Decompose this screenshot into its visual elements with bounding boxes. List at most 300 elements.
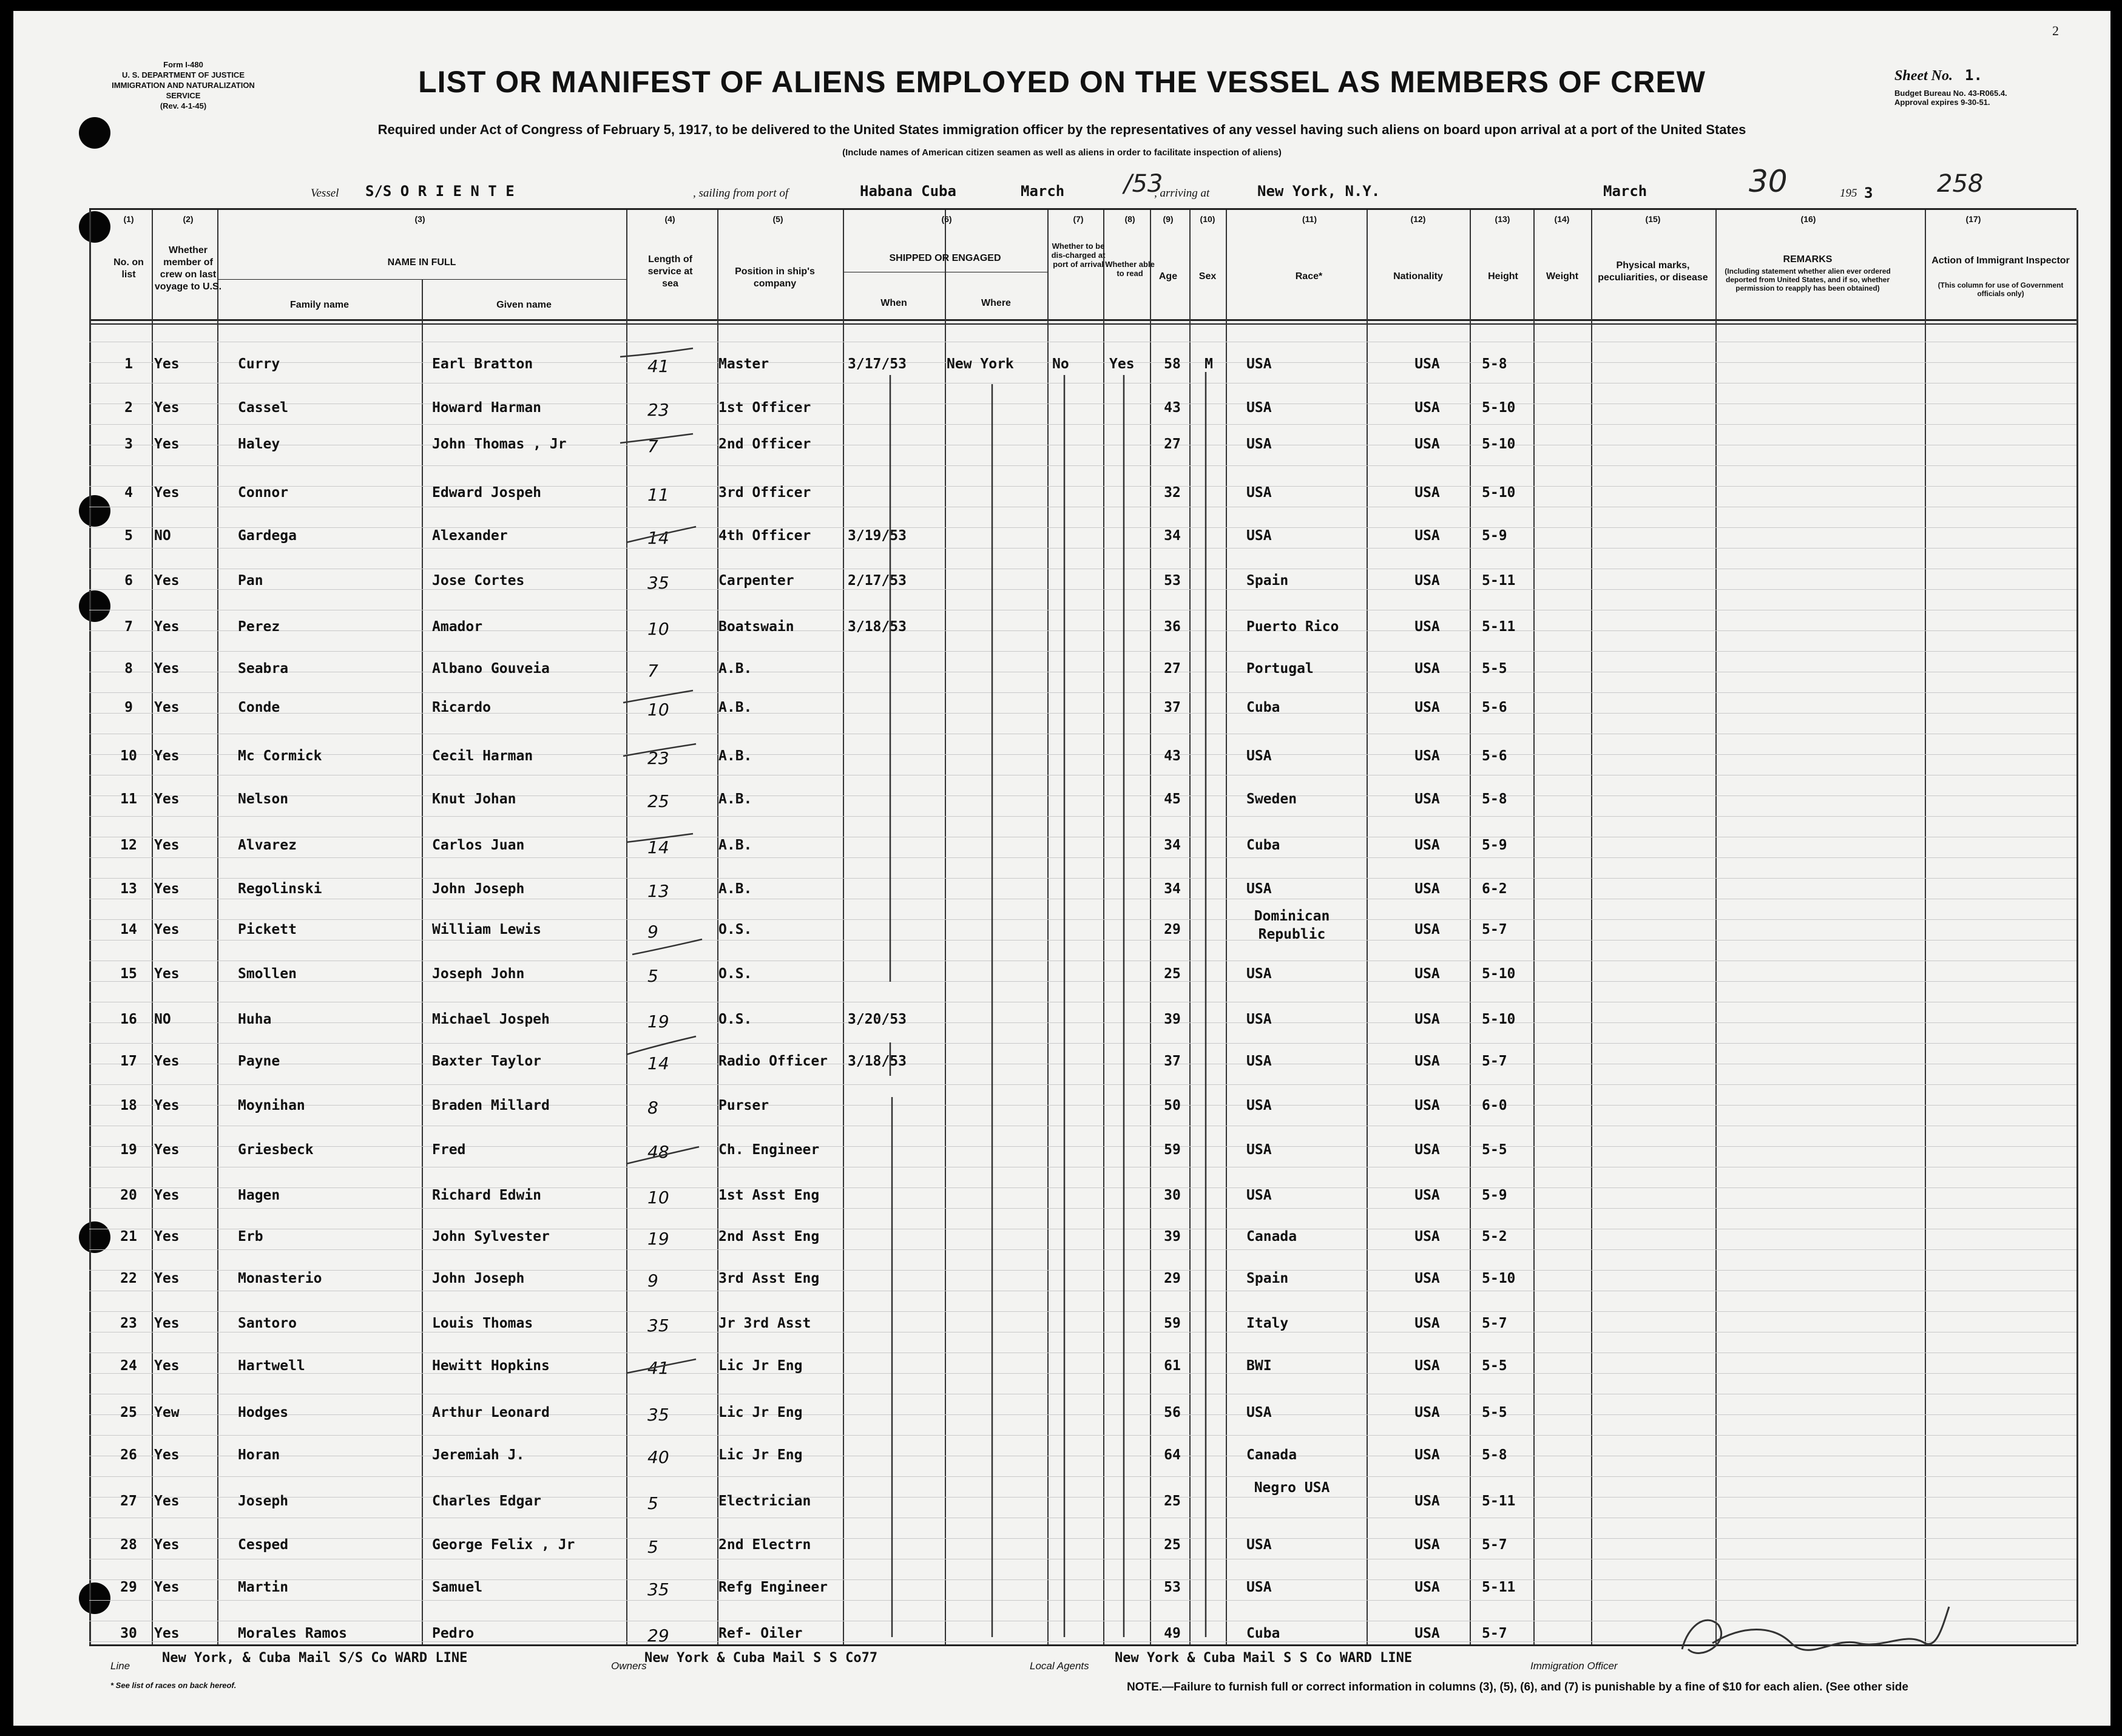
given-name: William Lewis bbox=[432, 922, 542, 937]
col-num-10: (10) bbox=[1200, 214, 1215, 224]
nationality: USA bbox=[1414, 485, 1440, 501]
race: Negro USA bbox=[1254, 1480, 1330, 1496]
header-able-to-read: Whether able to read bbox=[1105, 260, 1155, 278]
length-of-service: 7 bbox=[647, 661, 658, 681]
age: 39 bbox=[1164, 1012, 1181, 1027]
row-number: 17 bbox=[120, 1053, 137, 1069]
length-of-service: 25 bbox=[647, 791, 669, 811]
row-number: 21 bbox=[120, 1229, 137, 1245]
age: 43 bbox=[1164, 400, 1181, 416]
tally-stroke bbox=[620, 434, 693, 443]
position: Lic Jr Eng bbox=[718, 1358, 803, 1374]
header-nationality: Nationality bbox=[1393, 271, 1443, 282]
owners-label: Owners bbox=[611, 1660, 647, 1672]
vessel-label: Vessel bbox=[311, 187, 339, 200]
height: 5-5 bbox=[1482, 1358, 1507, 1374]
position: Master bbox=[718, 356, 769, 372]
given-name: Louis Thomas bbox=[432, 1316, 533, 1331]
row-number: 27 bbox=[120, 1493, 137, 1509]
family-name: Connor bbox=[238, 485, 289, 501]
race: Canada bbox=[1246, 1447, 1297, 1463]
officer-label: Immigration Officer bbox=[1530, 1660, 1618, 1672]
age: 64 bbox=[1164, 1447, 1181, 1463]
nationality: USA bbox=[1414, 1271, 1440, 1286]
race: USA bbox=[1246, 1012, 1272, 1027]
tally-stroke bbox=[626, 1036, 696, 1055]
race: Cuba bbox=[1246, 700, 1280, 715]
race: Puerto Rico bbox=[1246, 619, 1339, 635]
approval-expiry: Approval expires 9-30-51. bbox=[1894, 98, 1990, 107]
departure-year: /53 bbox=[1124, 170, 1163, 198]
family-name: Pickett bbox=[238, 922, 297, 937]
family-name: Pan bbox=[238, 573, 263, 589]
last-voyage: Yes bbox=[154, 573, 180, 589]
statutory-requirement: Required under Act of Congress of February 5, 1917, to be delivered to the United States immigration officer by the representatives of any vessel having such aliens on board upon arrival at a port of the United States bbox=[377, 122, 1746, 137]
row-number: 14 bbox=[120, 922, 137, 937]
nationality: USA bbox=[1414, 619, 1440, 635]
position: 2nd Officer bbox=[718, 436, 811, 452]
race: USA bbox=[1246, 400, 1272, 416]
col-num-11: (11) bbox=[1302, 214, 1317, 224]
age: 61 bbox=[1164, 1358, 1181, 1374]
age: 36 bbox=[1164, 619, 1181, 635]
given-name: John Thomas , Jr bbox=[432, 436, 567, 452]
nationality: USA bbox=[1414, 1405, 1440, 1420]
position: Lic Jr Eng bbox=[718, 1447, 803, 1463]
family-name: Seabra bbox=[238, 661, 289, 677]
given-name: Baxter Taylor bbox=[432, 1053, 542, 1069]
height: 5-9 bbox=[1482, 528, 1507, 544]
age: 34 bbox=[1164, 881, 1181, 897]
given-name: Edward Jospeh bbox=[432, 485, 542, 501]
department-name: U. S. DEPARTMENT OF JUSTICE bbox=[122, 70, 245, 79]
height: 5-8 bbox=[1482, 791, 1507, 807]
row-number: 18 bbox=[120, 1098, 137, 1113]
height: 5-8 bbox=[1482, 356, 1507, 372]
header-physical-marks: Physical marks, peculiarities, or disease bbox=[1598, 260, 1708, 283]
last-voyage: Yes bbox=[154, 436, 180, 452]
handwritten-marks bbox=[13, 11, 2110, 1726]
col-num-3: (3) bbox=[414, 214, 425, 224]
sheet-label: Sheet No. bbox=[1894, 68, 1953, 84]
sex: M bbox=[1205, 356, 1213, 372]
family-name: Hagen bbox=[238, 1187, 280, 1203]
given-name: John Sylvester bbox=[432, 1229, 550, 1245]
col-num-12: (12) bbox=[1410, 214, 1426, 224]
sailing-label: , sailing from port of bbox=[693, 187, 789, 200]
header-inspector-action: Action of Immigrant Inspector bbox=[1931, 255, 2070, 266]
col-num-2: (2) bbox=[183, 214, 194, 224]
row-number: 1 bbox=[124, 356, 133, 372]
height: 5-10 bbox=[1482, 436, 1516, 452]
last-voyage: Yes bbox=[154, 1271, 180, 1286]
penalty-note: NOTE.—Failure to furnish full or correct information in columns (3), (5), (6), and (7) is punishable by a fine of $10 for each alien. (See other side bbox=[1127, 1681, 1908, 1694]
length-of-service: 5 bbox=[647, 966, 658, 986]
nationality: USA bbox=[1414, 1012, 1440, 1027]
nationality: USA bbox=[1414, 837, 1440, 853]
length-of-service: 41 bbox=[647, 1358, 669, 1378]
age: 59 bbox=[1164, 1142, 1181, 1158]
budget-number: Budget Bureau No. 43-R065.4. bbox=[1894, 89, 2007, 98]
nationality: USA bbox=[1414, 573, 1440, 589]
race: BWI bbox=[1246, 1358, 1272, 1374]
nationality: USA bbox=[1414, 528, 1440, 544]
height: 5-7 bbox=[1482, 922, 1507, 937]
race: USA bbox=[1246, 1098, 1272, 1113]
family-name: Cassel bbox=[238, 400, 289, 416]
row-number: 5 bbox=[124, 528, 133, 544]
row-number: 4 bbox=[124, 485, 133, 501]
age: 30 bbox=[1164, 1187, 1181, 1203]
header-inspector-note: (This column for use of Government officials only) bbox=[1938, 281, 2064, 298]
age: 32 bbox=[1164, 485, 1181, 501]
nationality: USA bbox=[1414, 436, 1440, 452]
height: 5-10 bbox=[1482, 400, 1516, 416]
last-voyage: Yes bbox=[154, 791, 180, 807]
col-num-15: (15) bbox=[1645, 214, 1661, 224]
given-name: John Joseph bbox=[432, 1271, 525, 1286]
race: Canada bbox=[1246, 1229, 1297, 1245]
family-name: Alvarez bbox=[238, 837, 297, 853]
agents-value: New York & Cuba Mail S S Co WARD LINE bbox=[1115, 1650, 1413, 1666]
last-voyage: NO bbox=[154, 528, 171, 544]
corner-mark: 2 bbox=[2052, 23, 2059, 38]
position: Lic Jr Eng bbox=[718, 1405, 803, 1420]
family-name: Santoro bbox=[238, 1316, 297, 1331]
family-name: Haley bbox=[238, 436, 280, 452]
row-number: 20 bbox=[120, 1187, 137, 1203]
header-sex: Sex bbox=[1198, 271, 1217, 282]
departure-month: March bbox=[1021, 183, 1065, 200]
length-of-service: 11 bbox=[647, 485, 669, 505]
last-voyage: Yes bbox=[154, 922, 180, 937]
nationality: USA bbox=[1414, 1053, 1440, 1069]
manifest-sheet bbox=[13, 11, 2110, 1726]
position: A.B. bbox=[718, 881, 752, 897]
given-name: Ricardo bbox=[432, 700, 491, 715]
tally-stroke bbox=[623, 744, 696, 756]
race: Dominican Republic bbox=[1254, 908, 1330, 942]
position: 2nd Asst Eng bbox=[718, 1229, 820, 1245]
tally-stroke bbox=[632, 939, 702, 954]
last-voyage: Yes bbox=[154, 748, 180, 764]
race: USA bbox=[1246, 966, 1272, 982]
given-name: Pedro bbox=[432, 1626, 475, 1641]
race: USA bbox=[1246, 436, 1272, 452]
position: 3rd Officer bbox=[718, 485, 811, 501]
age: 59 bbox=[1164, 1316, 1181, 1331]
age: 37 bbox=[1164, 1053, 1181, 1069]
row-number: 16 bbox=[120, 1012, 137, 1027]
last-voyage: Yes bbox=[154, 700, 180, 715]
col-num-17: (17) bbox=[1965, 214, 1981, 224]
arrival-year-prefix: 195 bbox=[1840, 187, 1857, 200]
position: Radio Officer bbox=[718, 1053, 828, 1069]
length-of-service: 5 bbox=[647, 1537, 658, 1557]
position: A.B. bbox=[718, 837, 752, 853]
race: USA bbox=[1246, 748, 1272, 764]
age: 58 bbox=[1164, 356, 1181, 372]
height: 6-2 bbox=[1482, 881, 1507, 897]
tally-stroke bbox=[626, 1147, 699, 1164]
length-of-service: 23 bbox=[647, 748, 669, 768]
race: USA bbox=[1246, 1142, 1272, 1158]
given-name: John Joseph bbox=[432, 881, 525, 897]
age: 43 bbox=[1164, 748, 1181, 764]
given-name: Albano Gouveia bbox=[432, 661, 550, 677]
service-name: IMMIGRATION AND NATURALIZATION SERVICE bbox=[112, 81, 255, 100]
position: O.S. bbox=[718, 922, 752, 937]
given-name: Joseph John bbox=[432, 966, 525, 982]
height: 5-11 bbox=[1482, 1579, 1516, 1595]
nationality: USA bbox=[1414, 356, 1440, 372]
race: USA bbox=[1246, 1053, 1272, 1069]
row-number: 2 bbox=[124, 400, 133, 416]
races-note: * See list of races on back hereof. bbox=[110, 1681, 237, 1690]
height: 5-9 bbox=[1482, 1187, 1507, 1203]
row-number: 11 bbox=[120, 791, 137, 807]
family-name: Conde bbox=[238, 700, 280, 715]
row-number: 26 bbox=[120, 1447, 137, 1463]
length-of-service: 14 bbox=[647, 1053, 669, 1073]
height: 5-6 bbox=[1482, 700, 1507, 715]
shipped-when: 3/18/53 bbox=[848, 1053, 907, 1069]
nationality: USA bbox=[1414, 1537, 1440, 1553]
row-number: 12 bbox=[120, 837, 137, 853]
nationality: USA bbox=[1414, 700, 1440, 715]
last-voyage: Yes bbox=[154, 1579, 180, 1595]
family-name: Regolinski bbox=[238, 881, 322, 897]
line-label: Line bbox=[110, 1660, 130, 1672]
length-of-service: 29 bbox=[647, 1626, 669, 1646]
nationality: USA bbox=[1414, 1579, 1440, 1595]
age: 37 bbox=[1164, 700, 1181, 715]
given-name: Michael Jospeh bbox=[432, 1012, 550, 1027]
length-of-service: 14 bbox=[647, 837, 669, 857]
last-voyage: Yes bbox=[154, 1053, 180, 1069]
age: 25 bbox=[1164, 966, 1181, 982]
tally-stroke bbox=[626, 527, 696, 542]
last-voyage: Yes bbox=[154, 400, 180, 416]
col-num-5: (5) bbox=[772, 214, 783, 224]
family-name: Mc Cormick bbox=[238, 748, 322, 764]
family-name: Horan bbox=[238, 1447, 280, 1463]
last-voyage: NO bbox=[154, 1012, 171, 1027]
nationality: USA bbox=[1414, 1187, 1440, 1203]
age: 29 bbox=[1164, 922, 1181, 937]
position: Boatswain bbox=[718, 619, 794, 635]
col-num-8: (8) bbox=[1124, 214, 1135, 224]
nationality: USA bbox=[1414, 922, 1440, 937]
position: Electrician bbox=[718, 1493, 811, 1509]
age: 53 bbox=[1164, 573, 1181, 589]
header-family-name: Family name bbox=[290, 300, 349, 310]
position: 3rd Asst Eng bbox=[718, 1271, 820, 1286]
header-name-in-full: NAME IN FULL bbox=[387, 257, 456, 268]
header-position: Position in ship's company bbox=[735, 266, 815, 289]
length-of-service: 5 bbox=[647, 1493, 658, 1513]
height: 5-5 bbox=[1482, 1405, 1507, 1420]
discharged: No bbox=[1052, 356, 1069, 372]
height: 5-11 bbox=[1482, 619, 1516, 635]
row-number: 25 bbox=[120, 1405, 137, 1420]
family-name: Monasterio bbox=[238, 1271, 322, 1286]
row-number: 23 bbox=[120, 1316, 137, 1331]
given-name: Hewitt Hopkins bbox=[432, 1358, 550, 1374]
position: 1st Officer bbox=[718, 400, 811, 416]
length-of-service: 40 bbox=[647, 1447, 669, 1467]
family-name: Cesped bbox=[238, 1537, 289, 1553]
nationality: USA bbox=[1414, 748, 1440, 764]
length-of-service: 14 bbox=[647, 528, 669, 548]
row-number: 6 bbox=[124, 573, 133, 589]
age: 49 bbox=[1164, 1626, 1181, 1641]
inclusion-note: (Include names of American citizen seamen as well as aliens in order to facilitate inspection of aliens) bbox=[842, 147, 1282, 158]
nationality: USA bbox=[1414, 1493, 1440, 1509]
header-when: When bbox=[880, 298, 907, 308]
arrival-port: New York, N.Y. bbox=[1257, 183, 1380, 200]
family-name: Hodges bbox=[238, 1405, 289, 1420]
nationality: USA bbox=[1414, 661, 1440, 677]
arrival-month: March bbox=[1603, 183, 1647, 200]
length-of-service: 9 bbox=[647, 1271, 658, 1291]
col-num-16: (16) bbox=[1800, 214, 1816, 224]
nationality: USA bbox=[1414, 1229, 1440, 1245]
length-of-service: 19 bbox=[647, 1229, 669, 1249]
page-title: LIST OR MANIFEST OF ALIENS EMPLOYED ON THE VESSEL AS MEMBERS OF CREW bbox=[418, 65, 1706, 99]
age: 27 bbox=[1164, 436, 1181, 452]
last-voyage: Yes bbox=[154, 1316, 180, 1331]
race: USA bbox=[1246, 1187, 1272, 1203]
length-of-service: 10 bbox=[647, 1187, 669, 1207]
height: 5-5 bbox=[1482, 661, 1507, 677]
position: 4th Officer bbox=[718, 528, 811, 544]
header-length-service: Length of service at sea bbox=[647, 254, 693, 289]
row-number: 29 bbox=[120, 1579, 137, 1595]
length-of-service: 7 bbox=[647, 436, 658, 456]
position: A.B. bbox=[718, 748, 752, 764]
family-name: Smollen bbox=[238, 966, 297, 982]
given-name: Alexander bbox=[432, 528, 508, 544]
length-of-service: 48 bbox=[647, 1142, 669, 1162]
last-voyage: Yes bbox=[154, 881, 180, 897]
row-number: 7 bbox=[124, 619, 133, 635]
family-name: Curry bbox=[238, 356, 280, 372]
height: 5-7 bbox=[1482, 1316, 1507, 1331]
arrival-day: 30 bbox=[1749, 164, 1788, 199]
given-name: Braden Millard bbox=[432, 1098, 550, 1113]
given-name: Samuel bbox=[432, 1579, 483, 1595]
position: A.B. bbox=[718, 700, 752, 715]
last-voyage: Yes bbox=[154, 1358, 180, 1374]
age: 29 bbox=[1164, 1271, 1181, 1286]
given-name: Cecil Harman bbox=[432, 748, 533, 764]
given-name: George Felix , Jr bbox=[432, 1537, 575, 1553]
position: O.S. bbox=[718, 966, 752, 982]
height: 5-8 bbox=[1482, 1447, 1507, 1463]
given-name: Richard Edwin bbox=[432, 1187, 542, 1203]
col-num-14: (14) bbox=[1554, 214, 1570, 224]
given-name: Jeremiah J. bbox=[432, 1447, 525, 1463]
col-num-9: (9) bbox=[1163, 214, 1174, 224]
height: 5-10 bbox=[1482, 1012, 1516, 1027]
ditto-marks bbox=[620, 348, 1206, 1637]
given-name: Arthur Leonard bbox=[432, 1405, 550, 1420]
arriving-label: , arriving at bbox=[1154, 187, 1210, 200]
shipped-when: 2/17/53 bbox=[848, 573, 907, 589]
height: 5-10 bbox=[1482, 1271, 1516, 1286]
length-of-service: 35 bbox=[647, 1405, 669, 1425]
race: USA bbox=[1246, 1537, 1272, 1553]
length-of-service: 35 bbox=[647, 1579, 669, 1599]
nationality: USA bbox=[1414, 1142, 1440, 1158]
height: 5-7 bbox=[1482, 1626, 1507, 1641]
header-where: Where bbox=[981, 298, 1011, 308]
last-voyage: Yes bbox=[154, 356, 180, 372]
row-number: 3 bbox=[124, 436, 133, 452]
age: 25 bbox=[1164, 1493, 1181, 1509]
header-remarks-note: (Including statement whether alien ever ordered deported from United States, and if so, whether permission to reapply has been obtained) bbox=[1725, 267, 1891, 292]
arrival-year-digit: 3 bbox=[1864, 184, 1873, 201]
age: 34 bbox=[1164, 837, 1181, 853]
col-num-13: (13) bbox=[1495, 214, 1510, 224]
position: Purser bbox=[718, 1098, 769, 1113]
shipped-where: New York bbox=[947, 356, 1014, 372]
shipped-when: 3/18/53 bbox=[848, 619, 907, 635]
col-num-4: (4) bbox=[664, 214, 675, 224]
shipped-when: 3/17/53 bbox=[848, 356, 907, 372]
race: Sweden bbox=[1246, 791, 1297, 807]
race: USA bbox=[1246, 356, 1272, 372]
race: Italy bbox=[1246, 1316, 1289, 1331]
position: Refg Engineer bbox=[718, 1579, 828, 1595]
family-name: Payne bbox=[238, 1053, 280, 1069]
header-shipped-engaged: SHIPPED OR ENGAGED bbox=[889, 253, 1001, 263]
family-name: Hartwell bbox=[238, 1358, 305, 1374]
header-age: Age bbox=[1158, 271, 1178, 282]
race: USA bbox=[1246, 528, 1272, 544]
given-name: Fred bbox=[432, 1142, 466, 1158]
family-name: Erb bbox=[238, 1229, 263, 1245]
position: Ref- Oiler bbox=[718, 1626, 803, 1641]
age: 25 bbox=[1164, 1537, 1181, 1553]
family-name: Joseph bbox=[238, 1493, 289, 1509]
family-name: Griesbeck bbox=[238, 1142, 314, 1158]
age: 50 bbox=[1164, 1098, 1181, 1113]
last-voyage: Yes bbox=[154, 1493, 180, 1509]
family-name: Gardega bbox=[238, 528, 297, 544]
row-number: 13 bbox=[120, 881, 137, 897]
height: 5-11 bbox=[1482, 1493, 1516, 1509]
race: Cuba bbox=[1246, 1626, 1280, 1641]
able-to-read: Yes bbox=[1109, 356, 1135, 372]
given-name: Earl Bratton bbox=[432, 356, 533, 372]
line-value: New York, & Cuba Mail S/S Co WARD LINE bbox=[162, 1650, 468, 1666]
family-name: Morales Ramos bbox=[238, 1626, 348, 1641]
header-given-name: Given name bbox=[496, 300, 552, 310]
last-voyage: Yes bbox=[154, 1187, 180, 1203]
revision-date: (Rev. 4-1-45) bbox=[160, 101, 207, 110]
length-of-service: 35 bbox=[647, 573, 669, 593]
length-of-service: 19 bbox=[647, 1012, 669, 1032]
last-voyage: Yes bbox=[154, 1098, 180, 1113]
height: 6-0 bbox=[1482, 1098, 1507, 1113]
length-of-service: 23 bbox=[647, 400, 669, 420]
age: 27 bbox=[1164, 661, 1181, 677]
age: 56 bbox=[1164, 1405, 1181, 1420]
family-name: Martin bbox=[238, 1579, 289, 1595]
header-no-on-list: No. on list bbox=[113, 257, 144, 280]
